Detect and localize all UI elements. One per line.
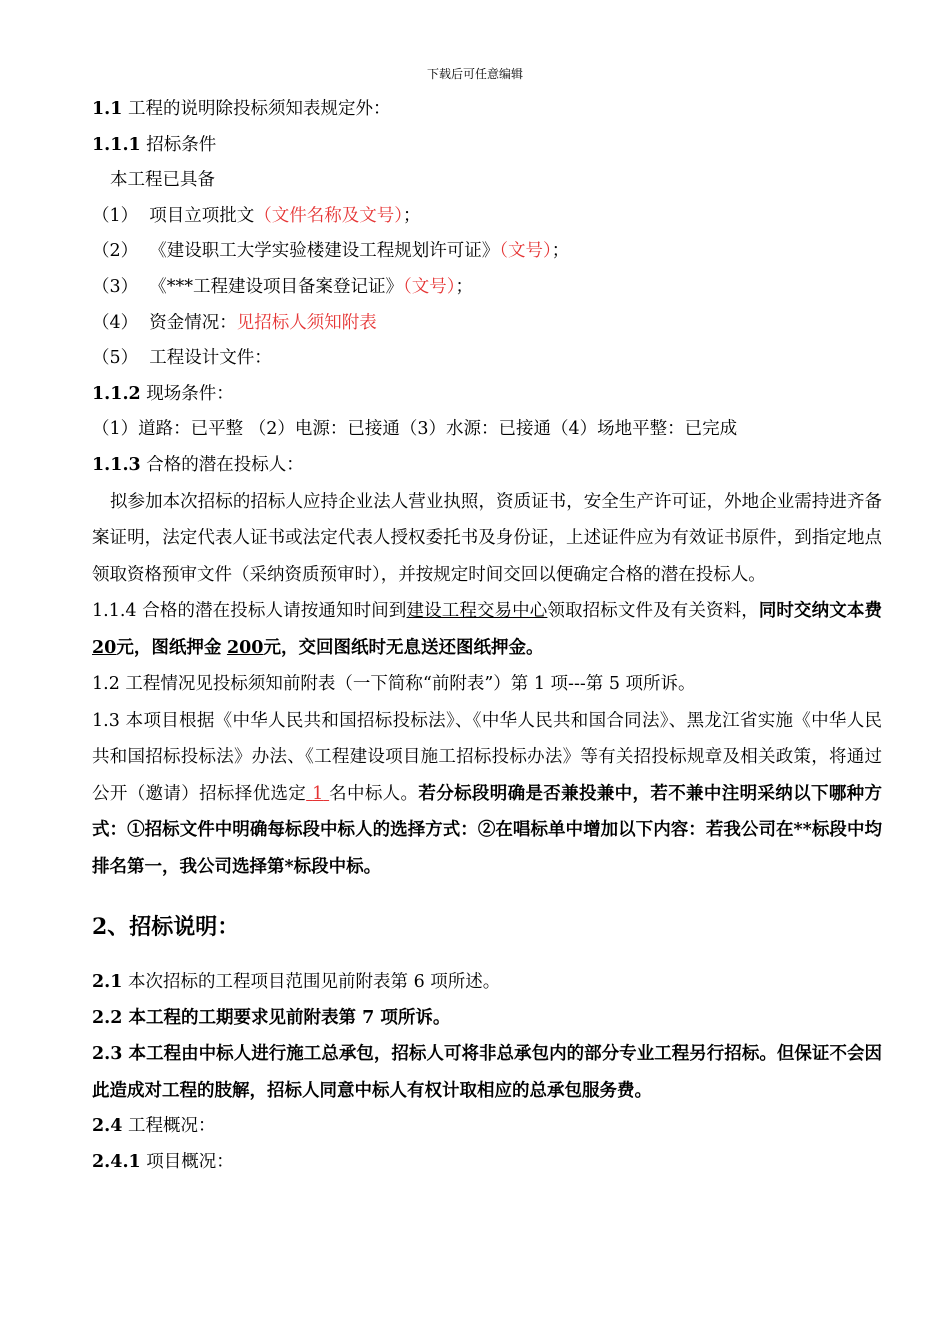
text-fee: 20: [92, 637, 117, 658]
paragraph-1-2: 1.2 工程情况见投标须知前附表（一下简称“前附表”）第 1 项---第 5 项所诉。: [92, 674, 696, 695]
section-2-2: 2.2 本工程的工期要求见前附表第 7 项所诉。: [92, 1007, 451, 1028]
page-header: 下载后可任意编辑: [426, 67, 523, 81]
section-2-1: [92, 965, 882, 1001]
drawing-deposit: 200: [226, 637, 264, 658]
section-number: 1.1.2: [92, 383, 141, 404]
section-2-4-1: [92, 1145, 882, 1181]
section-text: 工程的说明除投标须知表规定外：: [128, 99, 391, 119]
section-number: 2.4: [92, 1116, 123, 1137]
document-body: [92, 92, 882, 1180]
section-number: 1.1.3: [92, 454, 141, 475]
intro-line: 本工程已具备: [110, 170, 215, 191]
section-2-3: 2.3 本工程由中标人进行施工总承包，招标人可将非总承包内的部分专业工程另行招标。但保证不会因此造成对工程的肢解，招标人同意中标人有权计取相应的总承包服务费。: [92, 1044, 882, 1101]
list-item: （3） 《***工程建设项目备案登记证》（文号）；: [92, 276, 474, 297]
section-number: 1.1: [92, 99, 123, 119]
section-text: 工程概况：: [128, 1116, 216, 1137]
winner-count: 1: [312, 783, 324, 804]
section-1-1: [92, 92, 882, 128]
paragraph-1-1-3: 拟参加本次招标的招标人应持企业法人营业执照，资质证书，安全生产许可证，外地企业需持进齐备案证明，法定代表人证书或法定代表人授权委托书及身份证，上述证件应为有效证书原件，到指定地点领取资格预审文件（采纳资质预审时），并按规定时间交回以便确定合格的潜在投标人。: [92, 491, 882, 585]
exchange-center-link: 建设工程交易中心: [406, 601, 548, 622]
paragraph-1-3: 1.3 本项目根据《中华人民共和国招标投标法》、《中华人民共和国合同法》、黑龙江省实施《中华人民共和国招标投标法》办法、《工程建设项目施工招标投标办法》等有关招投标规章及相关政策，将通过公开（邀请）招标择优选定 1 名中标人。若分标段明确是否兼投兼中，若不兼中注明采纳以下哪种方式：①招标文件中明确每标段中标人的选择方式：②在唱标单中增加以下内容：若我公司在**标段中均排名第一，我公司选择第*标段中标。: [92, 710, 883, 877]
section-1-1-3: [92, 448, 882, 484]
section-text: 现场条件：: [146, 383, 234, 404]
section-number: 2.1: [92, 972, 123, 993]
section-text: 招标条件: [146, 134, 217, 155]
section-text: 合格的潜在投标人：: [146, 454, 304, 475]
section-1-1-1: [92, 128, 882, 164]
section-1-1-2: [92, 377, 882, 413]
section-2-4: [92, 1109, 882, 1145]
list-item: （4） 资金情况：见招标人须知附表: [92, 312, 377, 333]
paragraph-1-1-4: 1.1.4 合格的潜在投标人请按通知时间到建设工程交易中心领取招标文件及有关资料，同时交纳文本费 20元，图纸押金 200元，交回图纸时无息送还图纸押金。: [92, 601, 883, 658]
section-number: 1.1.1: [92, 134, 141, 155]
section-2-heading: 2、招标说明：: [92, 914, 240, 941]
site-conditions: （1）道路：已平整 （2）电源：已接通（3）水源：已接通（4）场地平整：已完成: [92, 419, 738, 440]
section-text: 项目概况：: [146, 1151, 234, 1172]
list-item: （2） 《建设职工大学实验楼建设工程规划许可证》（文号）；: [92, 241, 570, 262]
section-text: 本次招标的工程项目范围见前附表第 6 项所述。: [128, 972, 501, 993]
section-number: 2.4.1: [92, 1151, 141, 1172]
list-item: （1） 项目立项批文（文件名称及文号）；: [92, 205, 421, 226]
list-item: （5） 工程设计文件：: [92, 348, 272, 369]
